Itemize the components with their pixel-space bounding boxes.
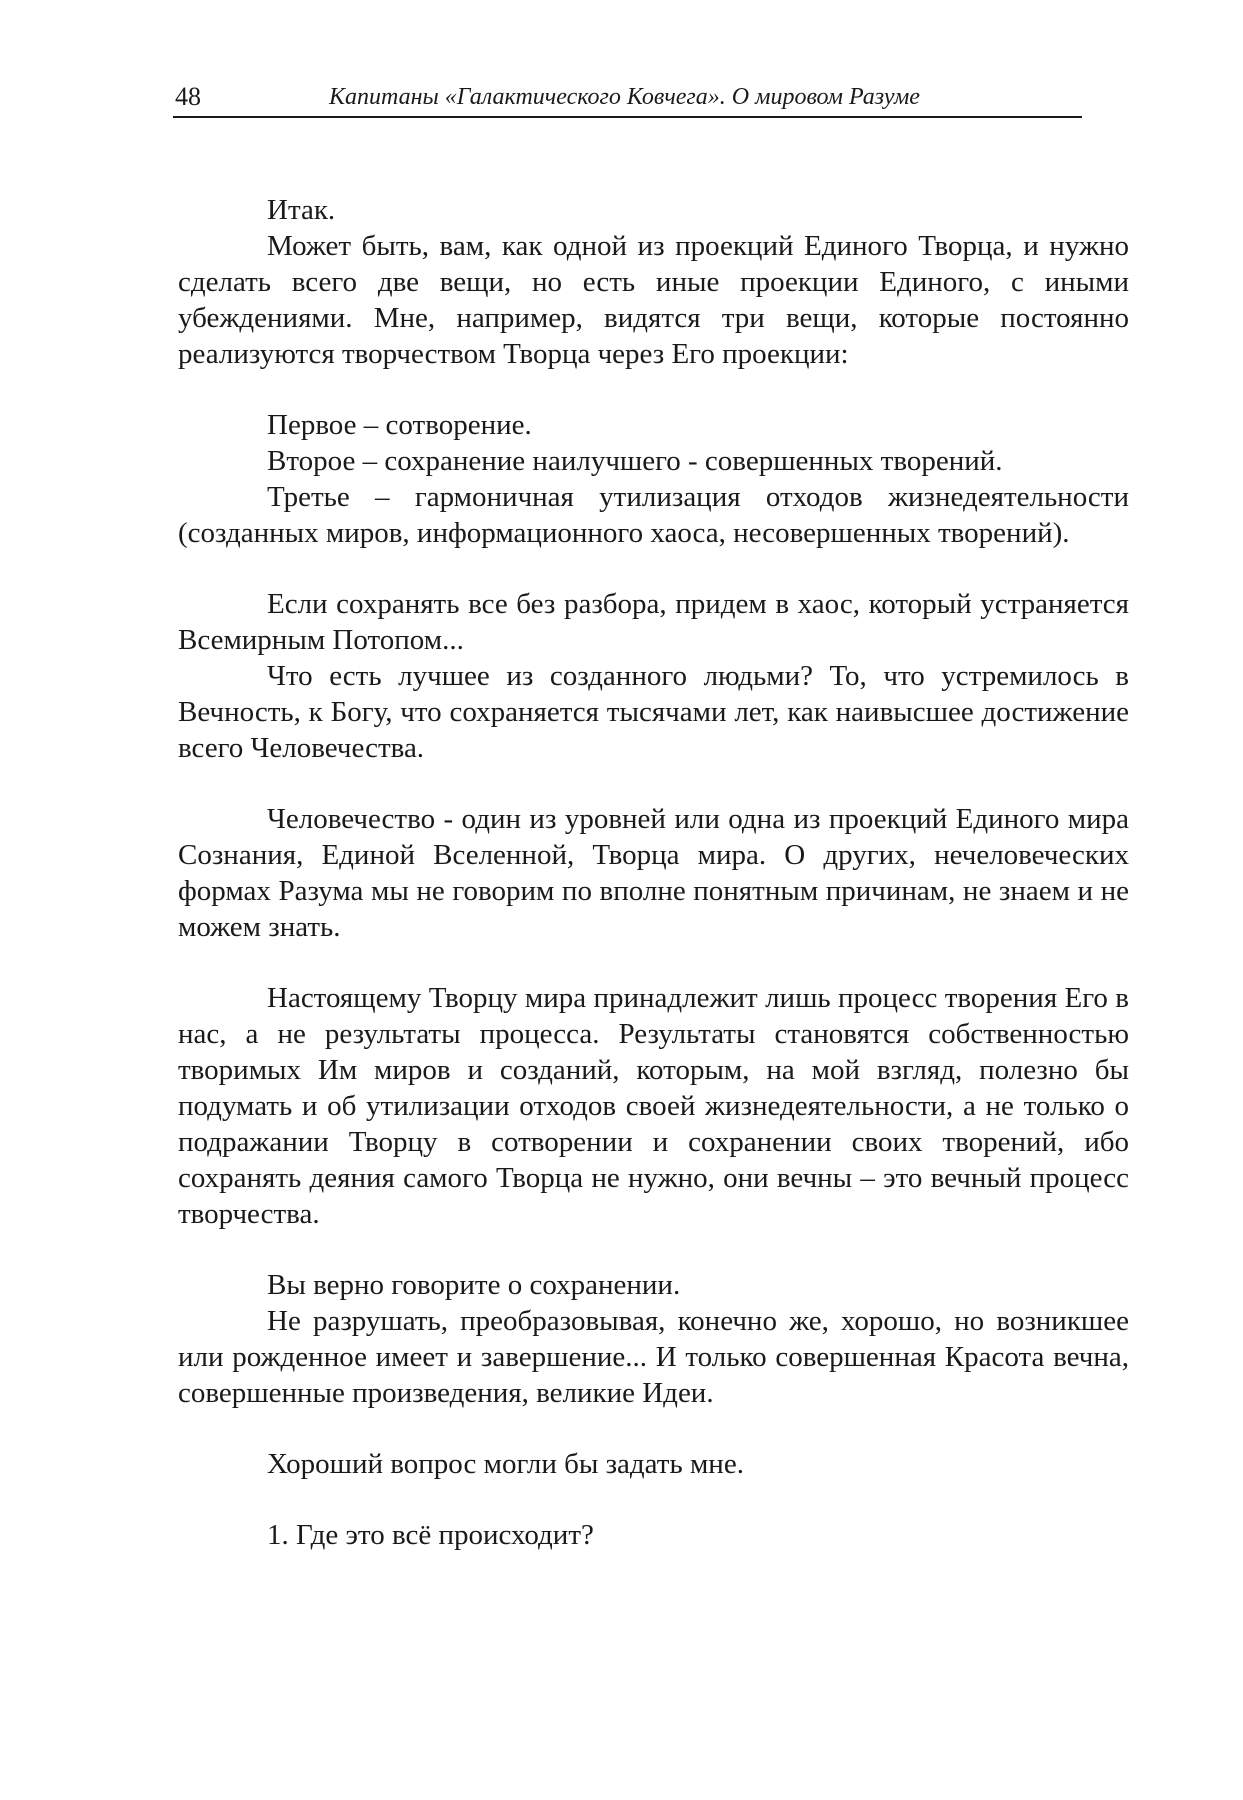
paragraph: Что есть лучшее из созданного людьми? То, что устремилось в Вечность, к Богу, что сохраняется тысячами лет, как наивысшее достижение всего Человечества. bbox=[178, 660, 1129, 764]
paragraph: 1. Где это всё происходит? bbox=[267, 1519, 594, 1551]
paragraph: Вы верно говорите о сохранении. bbox=[267, 1269, 681, 1301]
paragraph: Хороший вопрос могли бы задать мне. bbox=[267, 1448, 744, 1480]
page-number: 48 bbox=[175, 82, 201, 111]
paragraph: Первое – сотворение. bbox=[267, 409, 532, 441]
paragraph: Третье – гармоничная утилизация отходов жизнедеятельности (созданных миров, информационного хаоса, несовершенных творений). bbox=[178, 481, 1129, 549]
paragraph: Второе – сохранение наилучшего - совершенных творений. bbox=[267, 445, 1003, 477]
paragraph: Может быть, вам, как одной из проекций Единого Творца, и нужно сделать всего две вещи, но есть иные проекции Единого, с иными убеждениями. Мне, например, видятся три вещи, которые постоянно реализуются творчеством Творца через Его проекции: bbox=[178, 230, 1129, 370]
paragraph: Человечество - один из уровней или одна из проекций Единого мира Сознания, Единой Вселенной, Творца мира. О других, нечеловеческих формах Разума мы не говорим по вполне понятным причинам, не знаем и не можем знать. bbox=[178, 803, 1129, 943]
running-title: Капитаны «Галактического Ковчега». О мировом Разуме bbox=[329, 84, 920, 110]
paragraph: Если сохранять все без разбора, придем в хаос, который устраняется Всемирным Потопом... bbox=[178, 588, 1129, 656]
running-header bbox=[173, 76, 1082, 118]
body-text bbox=[178, 192, 1129, 1553]
paragraph: Настоящему Творцу мира принадлежит лишь процесс творения Его в нас, а не результаты процесса. Результаты становятся собственностью творимых Им миров и созданий, которым, на мой взгляд, полезно бы подумать и об утилизации отходов своей жизнедеятельности, а не только о подражании Творцу в сотворении и сохранении своих творений, ибо сохранять деяния самого Творца не нужно, они вечны – это вечный процесс творчества. bbox=[178, 982, 1129, 1230]
paragraph: Не разрушать, преобразовывая, конечно же, хорошо, но возникшее или рожденное имеет и завершение... И только совершенная Красота вечна, совершенные произведения, великие Идеи. bbox=[178, 1305, 1129, 1409]
paragraph: Итак. bbox=[267, 194, 336, 226]
